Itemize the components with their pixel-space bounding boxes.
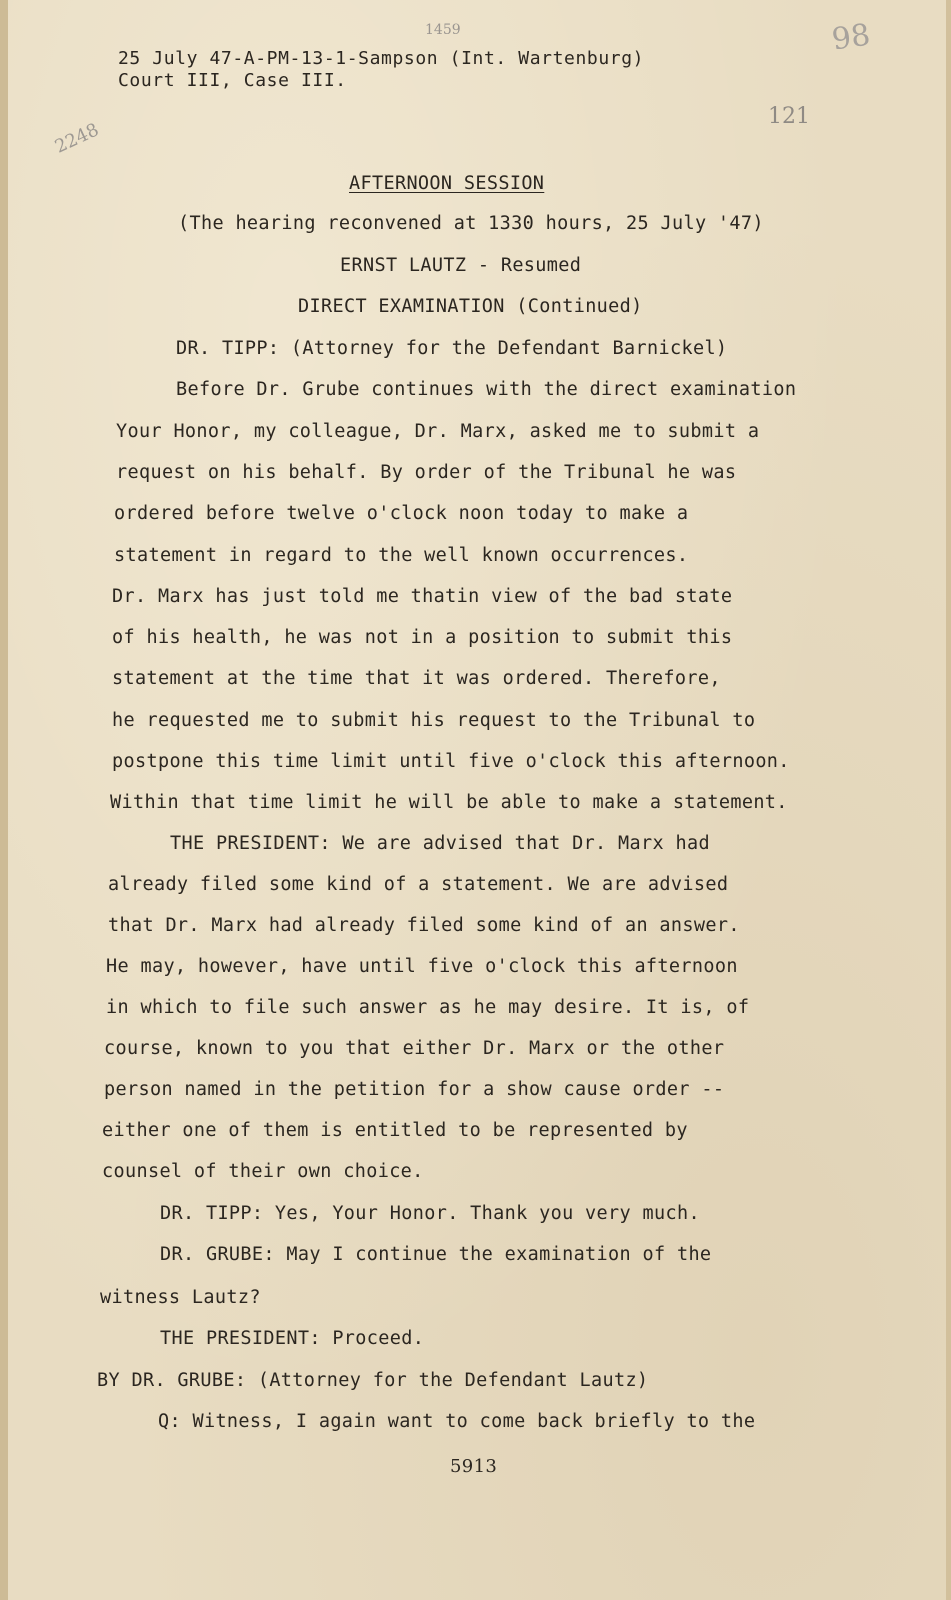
header-line-1: 25 July 47-A-PM-13-1-Sampson (Int. Wartenburg)	[118, 48, 645, 69]
text-line-12: statement at the time that it was ordered. Therefore,	[112, 668, 721, 689]
text-line-29: BY DR. GRUBE: (Attorney for the Defendant Lautz)	[97, 1370, 649, 1391]
text-line-25: DR. TIPP: Yes, Your Honor. Thank you very much.	[160, 1203, 700, 1224]
text-line-18: that Dr. Marx had already filed some kind of an answer.	[108, 915, 740, 936]
annotation-top-right: 98	[829, 17, 873, 58]
text-line-7: request on his behalf. By order of the Tribunal he was	[116, 462, 737, 483]
text-line-10: Dr. Marx has just told me thatin view of the bad state	[112, 586, 733, 607]
text-line-17: already filed some kind of a statement. We are advised	[108, 874, 729, 895]
text-line-30: Q: Witness, I again want to come back briefly to the	[158, 1411, 756, 1432]
text-line-27: witness Lautz?	[100, 1287, 261, 1308]
text-line-20: in which to file such answer as he may desire. It is, of	[106, 997, 750, 1018]
text-line-8: ordered before twelve o'clock noon today to make a	[114, 503, 689, 524]
text-line-2: ERNST LAUTZ - Resumed	[340, 255, 582, 276]
text-line-21: course, known to you that either Dr. Marx or the other	[104, 1038, 725, 1059]
text-line-1: (The hearing reconvened at 1330 hours, 25 July '47)	[178, 213, 764, 234]
header-line-2: Court III, Case III.	[118, 70, 347, 91]
text-line-5: Before Dr. Grube continues with the direct examination	[176, 379, 797, 400]
text-line-3: DIRECT EXAMINATION (Continued)	[298, 296, 643, 317]
annotation-top-small: 1459	[425, 22, 461, 38]
text-line-16: THE PRESIDENT: We are advised that Dr. Marx had	[170, 833, 710, 854]
text-line-23: either one of them is entitled to be represented by	[102, 1120, 688, 1141]
text-line-4: DR. TIPP: (Attorney for the Defendant Barnickel)	[176, 338, 728, 359]
text-line-9: statement in regard to the well known occurrences.	[114, 545, 689, 566]
page-edge-right	[946, 0, 951, 1600]
text-line-11: of his health, he was not in a position to submit this	[112, 627, 733, 648]
text-line-28: THE PRESIDENT: Proceed.	[160, 1328, 425, 1349]
text-line-26: DR. GRUBE: May I continue the examination of the	[160, 1244, 712, 1265]
text-line-13: he requested me to submit his request to the Tribunal to	[112, 710, 756, 731]
session-title: AFTERNOON SESSION	[349, 173, 545, 194]
text-line-22: person named in the petition for a show cause order --	[104, 1079, 725, 1100]
page-edge-left	[0, 0, 8, 1600]
annotation-upper-right: 121	[768, 104, 810, 129]
text-line-14: postpone this time limit until five o'clock this afternoon.	[112, 751, 790, 772]
annotation-margin-left: 2248	[51, 119, 103, 158]
page-number: 5913	[450, 1456, 498, 1477]
text-line-15: Within that time limit he will be able to make a statement.	[110, 792, 788, 813]
text-line-6: Your Honor, my colleague, Dr. Marx, asked me to submit a	[116, 421, 760, 442]
text-line-19: He may, however, have until five o'clock this afternoon	[106, 956, 738, 977]
text-line-24: counsel of their own choice.	[102, 1161, 424, 1182]
